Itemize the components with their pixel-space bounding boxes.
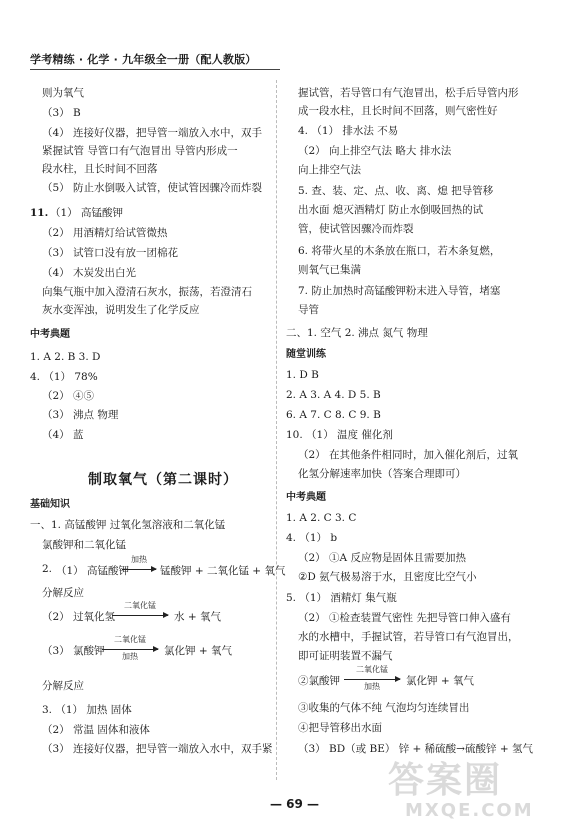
chemical-equation [42,634,272,664]
equation-number: 2. [42,563,53,575]
text-line: 向集气瓶中加入澄清石灰水，振荡，若澄清石 [42,286,252,298]
equation-reactant: （3） 氯酸钾 [42,645,105,657]
chemical-equation [298,664,528,694]
text-line: 5. 查、装、定、点、收、离、熄 把导管移 [298,185,494,197]
arrow-line [344,679,400,680]
reaction-arrow [102,634,158,664]
text-line: （3） 试管口没有放一团棉花 [42,247,179,259]
column-divider [276,80,277,780]
text-line: 化氢分解速率加快（答案合理即可） [298,468,466,480]
equation-products: 氯化钾 + 氧气 [406,675,474,687]
text-line: ③收集的气体不纯 气泡均匀连续冒出 [298,702,470,714]
text-line: 1. A 2. C 3. C [286,512,357,524]
reaction-arrow [122,554,156,584]
text-line: 10. （1） 温度 催化剂 [286,429,393,441]
text-line: （2） ④⑤ [42,390,95,402]
text-line: （4） 连接好仪器，把导管一端放入水中，双手 [42,127,263,139]
text-line: 段水柱，且长时间不回落 [42,163,158,175]
text-line: ②D 氨气极易溶于水，且密度比空气小 [298,571,477,583]
text-line: 6. A 7. C 8. C 9. B [286,409,381,421]
page-number: — 69 — [270,797,320,811]
watermark-logo: 答案圈 [388,760,503,801]
text-line: 则氧气已集满 [298,264,361,276]
reaction-condition: 加热 [131,555,147,564]
arrow-line [102,649,158,650]
text-line: 6. 将带火星的木条放在瓶口，若木条复燃， [298,245,501,257]
text-line: 7. 防止加热时高锰酸钾粉末进入导管，堵塞 [298,285,501,297]
equation-products: 锰酸钾 + 二氧化锰 + 氧气 [160,565,286,577]
text-line: 向上排空气法 [298,164,361,176]
text-line: （5） 防止水倒吸入试管，使试管因骤冷而炸裂 [42,182,263,194]
watermark-url: MXQE.COM [405,800,534,821]
text-line: 4. （1） b [286,532,338,544]
text-line: 二、1. 空气 2. 沸点 氮气 物理 [286,327,428,339]
reaction-arrow [112,600,168,630]
text-line: 导管 [298,304,319,316]
header-rule [30,69,280,70]
text-line: 握试管，若导管口有气泡冒出，松手后导管内形 [298,87,519,99]
text-line: 分解反应 [42,680,84,692]
reaction-condition: 二氧化锰 [356,665,388,674]
reaction-arrow [344,664,400,694]
equation-reactant: ②氯酸钾 [298,675,340,687]
arrow-line [112,615,168,616]
text-line: （4） 木炭发出白光 [42,267,137,279]
text-line: 分解反应 [42,587,84,599]
section-heading: 中考典题 [30,329,70,340]
text-line: （3） 沸点 物理 [42,409,119,421]
text-line: 一、1. 高锰酸钾 过氧化氢溶液和二氧化锰 [30,519,226,531]
text-line: 紧握试管 导管口有气泡冒出 导管内形成一 [42,145,238,157]
text-line: 即可证明装置不漏气 [298,650,393,662]
lesson-title: 制取氧气（第二课时） [88,472,238,488]
reaction-condition: 加热 [364,682,380,691]
text-line: 则为氧气 [42,87,84,99]
text-line: （2） 用酒精灯给试管微热 [42,227,168,239]
section-heading: 中考典题 [286,492,326,503]
question-number: 11. [30,207,49,219]
text-line: （2） 常温 固体和液体 [42,724,150,736]
text-line: 4. （1） 排水法 不易 [298,125,399,137]
page-header: 学考精练 · 化学 · 九年级全一册（配人教版） [30,53,257,66]
text-line: 出水面 熄灭酒精灯 防止水倒吸回热的试 [298,204,484,216]
text-line: （1） 高锰酸钾 [50,207,124,219]
text-line: （2） 向上排空气法 略大 排水法 [298,145,452,157]
arrow-line [122,569,156,570]
equation-reactant: （1） 高锰酸钾 [56,565,130,577]
text-line: 5. （1） 酒精灯 集气瓶 [286,592,397,604]
reaction-condition: 加热 [122,652,138,661]
text-line: 1. D B [286,369,319,381]
text-line: （2） ①A 反应物是固体且需要加热 [298,552,466,564]
text-line: （3） 连接好仪器，把导管一端放入水中，双手紧 [42,743,273,755]
text-line: 3. （1） 加热 固体 [42,704,132,716]
text-line: （3） BD（或 BE） 锌 + 稀硫酸→硫酸锌 + 氢气 [298,743,533,755]
reaction-condition: 二氧化锰 [114,635,146,644]
text-line: 氯酸钾和二氧化锰 [42,539,126,551]
text-line: （3） B [42,107,81,119]
equation-products: 水 + 氧气 [174,611,221,623]
text-line: 水的水槽中，手握试管，若导管口有气泡冒出， [298,631,519,643]
text-line: 成一段水柱，且长时间不回落，则气密性好 [298,105,498,117]
text-line: 管，使试管因骤冷而炸裂 [298,223,414,235]
text-line: （2） 在其他条件相同时，加入催化剂后，过氧 [298,449,519,461]
reaction-condition: 二氧化锰 [124,601,156,610]
section-heading: 基础知识 [30,499,70,510]
text-line: 灰水变浑浊，说明发生了化学反应 [42,304,200,316]
text-line: 4. （1） 78% [30,371,98,383]
text-line: （4） 蓝 [42,429,84,441]
chemical-equation [42,554,286,584]
equation-reactant: （2） 过氧化氢 [42,611,116,623]
text-line: ④把导管移出水面 [298,722,382,734]
equation-products: 氯化钾 + 氧气 [164,645,232,657]
text-line: 1. A 2. B 3. D [30,351,101,363]
text-line: （2） ①检查装置气密性 先把导管口伸入盛有 [298,612,511,624]
chemical-equation [42,600,272,630]
section-heading: 随堂训练 [286,349,326,360]
text-line: 2. A 3. A 4. D 5. B [286,389,381,401]
